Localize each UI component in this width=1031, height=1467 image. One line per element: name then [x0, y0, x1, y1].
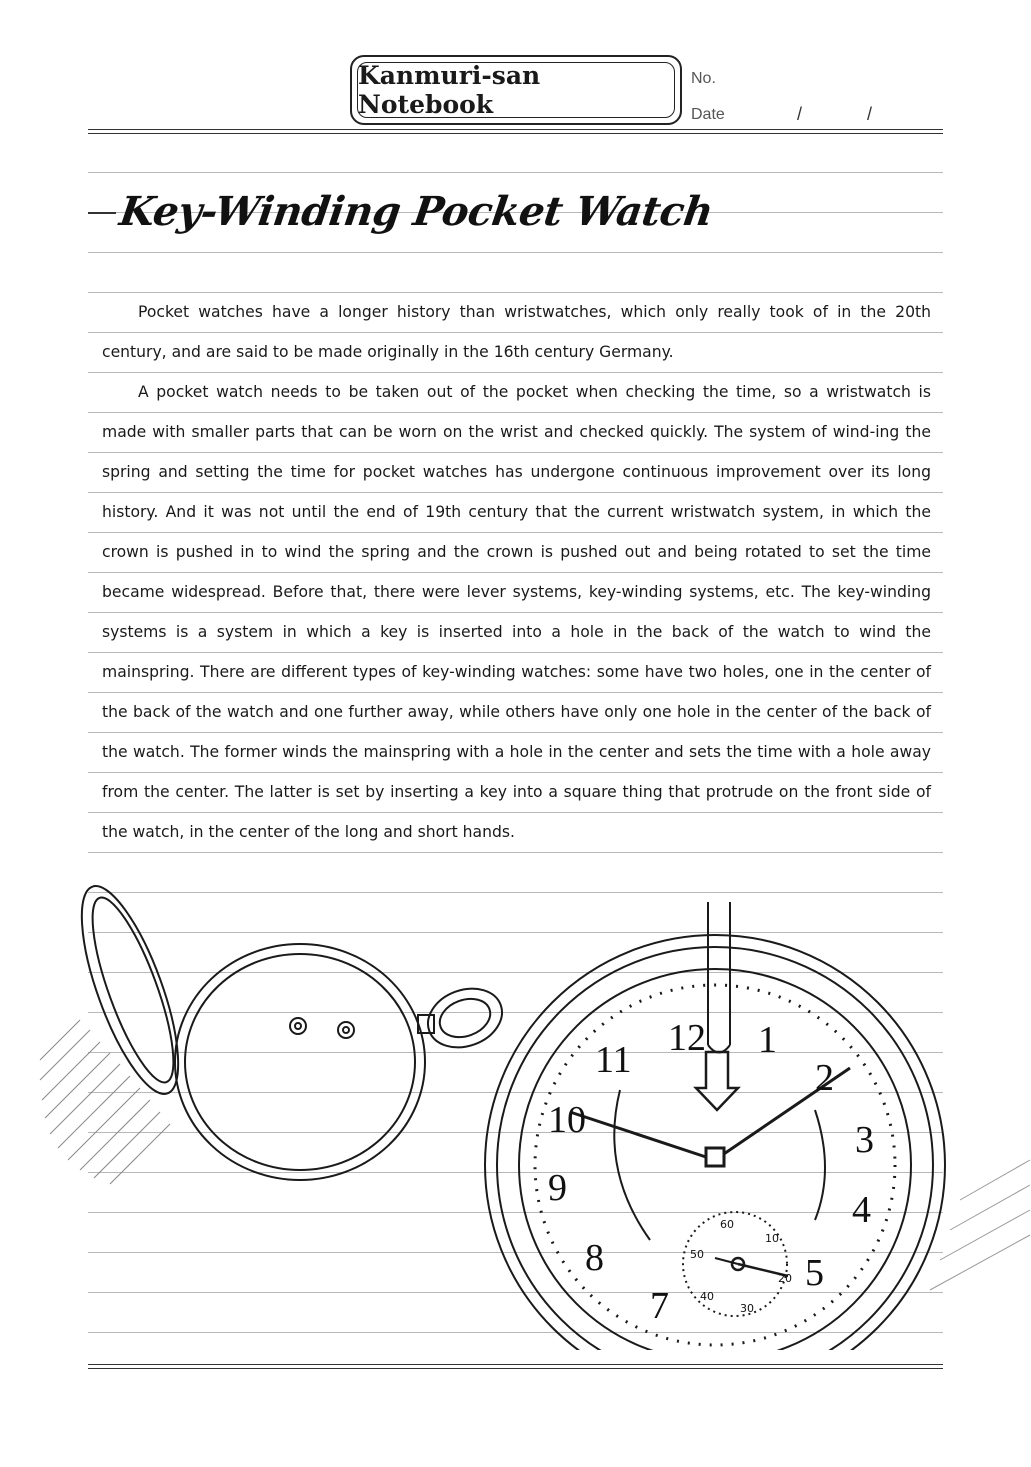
dial-numeral: 2 [815, 1057, 834, 1099]
subdial-numeral: 10 [765, 1232, 779, 1245]
subdial-numeral: 50 [690, 1248, 704, 1261]
title-dash [88, 212, 116, 214]
dial-numeral: 5 [805, 1252, 824, 1294]
notebook-title: Kanmuri-san Notebook [357, 62, 675, 118]
pocket-watch-illustration [0, 880, 1031, 1350]
page-title: Key-Winding Pocket Watch [116, 188, 716, 235]
bottom-double-rule [88, 1364, 943, 1369]
subdial-numeral: 20 [778, 1272, 792, 1285]
number-label: No. [691, 70, 716, 87]
dial-numeral: 10 [548, 1099, 586, 1141]
subdial-numeral: 30 [740, 1302, 754, 1315]
subdial-numeral: 60 [720, 1218, 734, 1231]
date-label: Date [691, 106, 725, 123]
watch-front [485, 935, 945, 1350]
article-body [102, 292, 931, 852]
dial-numeral: 9 [548, 1167, 567, 1209]
date-separator: / [797, 104, 803, 124]
dial-numeral: 4 [852, 1189, 871, 1231]
paragraph: Pocket watches have a longer history than wristwatches, which only really took of in the 20th century, and are said to be made originally in the 16th century Germany. [102, 303, 931, 361]
shading-hatch [40, 1020, 170, 1184]
dial-numeral: 8 [585, 1237, 604, 1279]
dial-numeral: 1 [758, 1019, 777, 1061]
paragraph: A pocket watch needs to be taken out of the pocket when checking the time, so a wristwatch is made with smaller parts that can be worn on the wrist and checked quickly. The system of wind-ing the spring and setting the time for pocket watches has undergone continuous improvement over its long history. And it was not until the end of 19th century that the current wristwatch system, in which the crown is pushed in to wind the spring and the crown is pushed out and being rotated to set the time became widespread. Before that, there were lever systems, key-winding systems, etc. The key-winding systems is a system in which a key is inserted into a hole in the back of the watch to wind the mainspring. There are different types of key-winding watches: some have two holes, one in the center of the back of the watch and one further away, while others have only one hole in the center of the back of the watch. The former winds the mainspring with a hole in the center and sets the time with a hole away from the center. The latter is set by inserting a key into a square thing that protrude on the front side of the watch, in the center of the long and short hands. [102, 383, 931, 841]
dial-numeral: 12 [668, 1017, 706, 1059]
dial-numeral: 11 [595, 1039, 632, 1081]
ruled-line [88, 852, 943, 853]
ruled-line [88, 172, 943, 173]
subdial-numeral: 40 [700, 1290, 714, 1303]
top-double-rule [88, 129, 943, 134]
ruled-line [88, 252, 943, 253]
date-separator: / [867, 104, 873, 124]
watch-lid [62, 880, 197, 1104]
subdial-numerals [690, 1218, 792, 1315]
watch-back [175, 944, 510, 1180]
winding-key [708, 902, 730, 1053]
notebook-title-box [350, 55, 682, 125]
dial-numeral: 7 [650, 1285, 669, 1327]
dial-numeral: 3 [855, 1119, 874, 1161]
